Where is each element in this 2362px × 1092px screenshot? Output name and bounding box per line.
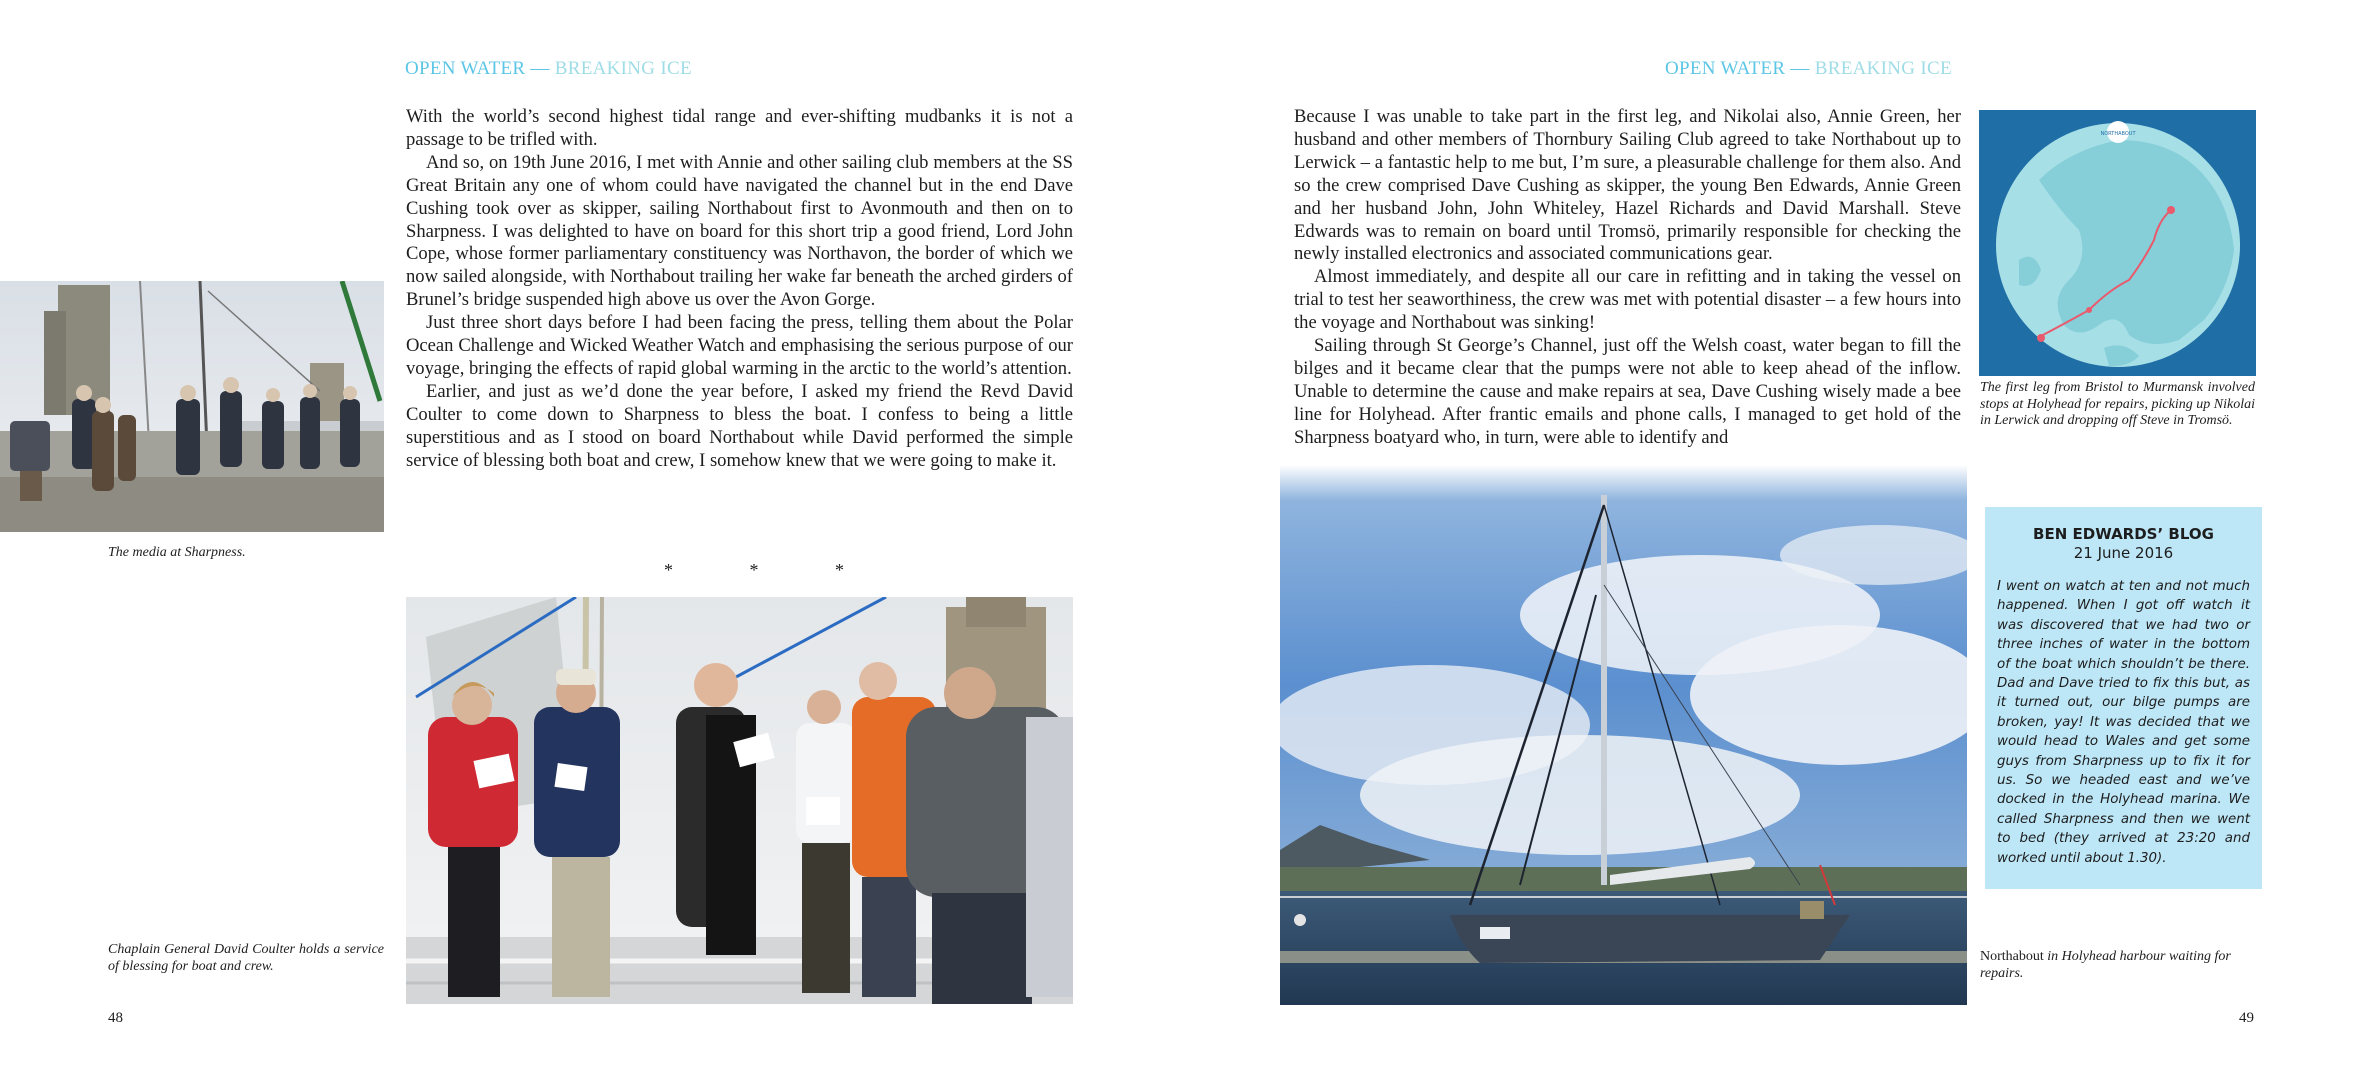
svg-text:NORTHABOUT: NORTHABOUT bbox=[2100, 131, 2136, 137]
right-page bbox=[1181, 0, 2362, 1092]
left-paragraph: And so, on 19th June 2016, I met with Annie and other sailing club members at the SS Great Britain any one of whom could have navigated the channel but in the end Dave Cushing took over as skipper, sailing Northabout first to Avonmouth and then on to Sharpness. I was delighted to have on board for this short trip a good friend, Lord John Cope, whose former parliamentary constituency was Northavon, the border of which we now sailed alongside, with Northabout trailing her wake far beneath the arched girders of Brunel’s bridge suspended high above us over the Avon Gorge. bbox=[406, 151, 1073, 311]
right-body-text bbox=[1294, 106, 1961, 450]
photo-media-at-sharpness bbox=[0, 281, 384, 532]
photo-northabout-holyhead bbox=[1280, 465, 1967, 1005]
caption-media-at-sharpness: The media at Sharpness. bbox=[108, 545, 246, 560]
ben-edwards-blog-box bbox=[1985, 507, 2262, 889]
right-paragraph: Almost immediately, and despite all our care in refitting and in taking the vessel on trial to test her seaworthiness, the crew was met with potential disaster – a few hours into the voyage and Northabout was sinking! bbox=[1294, 266, 1961, 334]
right-paragraph: Because I was unable to take part in the first leg, and Nikolai also, Annie Green, her husband and other members of Thornbury Sailing Club agreed to take Northabout up to Lerwick – a fantastic help to me but, I’m sure, a pleasurable challenge for them also. And so the crew comprised Dave Cushing as skipper, the young Ben Edwards, Annie Green and her husband John, John Whiteley, Hazel Richards and David Marshall. Steve Edwards was to remain on board until Tromsö, primarily responsible for checking the newly installed electronics and associated communications gear. bbox=[1294, 106, 1961, 265]
left-paragraph: Earlier, and just as we’d done the year before, I asked my friend the Revd David Coulter to come down to Sharpness to bless the boat. I confess to being a little superstitious and as I stood on board Northabout while David performed the simple service of blessing both boat and crew, I somehow knew that we were going to make it. bbox=[406, 380, 1073, 471]
caption-blessing-service: Chaplain General David Coulter holds a service of blessing for boat and crew. bbox=[108, 942, 384, 974]
left-body-text bbox=[406, 106, 1073, 473]
route-map bbox=[1979, 110, 2256, 376]
blog-date: 21 June 2016 bbox=[2073, 544, 2174, 562]
section-separator: * * * bbox=[664, 560, 844, 580]
running-head-right: OPEN WATER — BREAKING ICE bbox=[1665, 58, 1952, 79]
blog-title: BEN EDWARDS’ BLOG bbox=[2033, 525, 2214, 543]
left-paragraph: With the world’s second highest tidal range and ever-shifting mudbanks it is not a passage to be trifled with. bbox=[406, 106, 1073, 150]
left-paragraph: Just three short days before I had been facing the press, telling them about the Polar Ocean Challenge and Wicked Weather Watch and emphasising the serious purpose of our voyage, bringing the effects of rapid global warming in the arctic to the world’s attention. bbox=[406, 312, 1073, 379]
caption-route-map: The first leg from Bristol to Murmansk involved stops at Holyhead for repairs, picking up Nikolai in Lerwick and dropping off Steve in Tromsö. bbox=[1980, 380, 2255, 428]
page-number-left: 48 bbox=[108, 1010, 123, 1026]
right-paragraph: Sailing through St George’s Channel, just off the Welsh coast, water began to fill the bilges and it became clear that the pumps were not able to keep ahead of the inflow. Unable to determine the cause and make repairs at sea, Dave Cushing wisely made a bee line for Holyhead. After frantic emails and phone calls, I managed to get hold of the Sharpness boatyard who, in turn, were able to identify and bbox=[1294, 335, 1961, 448]
running-head-left: OPEN WATER — BREAKING ICE bbox=[405, 58, 692, 79]
blog-body: I went on watch at ten and not much happened. When I got off watch it was discovered that we had two or three inches of water in the bottom of the boat which shouldn’t be there. Dad and Dave tried to fix this but, as it turned out, our bilge pumps are broken, yay! It was decided that we would head to Wales and get some guys from Sharpness up to fix it for us. So we headed east and we’ve docked in the Holyhead marina. We called Sharpness and then we went to bed (they arrived at 23:20 and worked until about 1.30). bbox=[1997, 579, 2250, 866]
page-number-right: 49 bbox=[2239, 1010, 2254, 1026]
photo-blessing-service bbox=[406, 597, 1073, 1004]
caption-northabout-holyhead: Northabout in Holyhead harbour waiting for repairs. bbox=[1980, 949, 2231, 981]
